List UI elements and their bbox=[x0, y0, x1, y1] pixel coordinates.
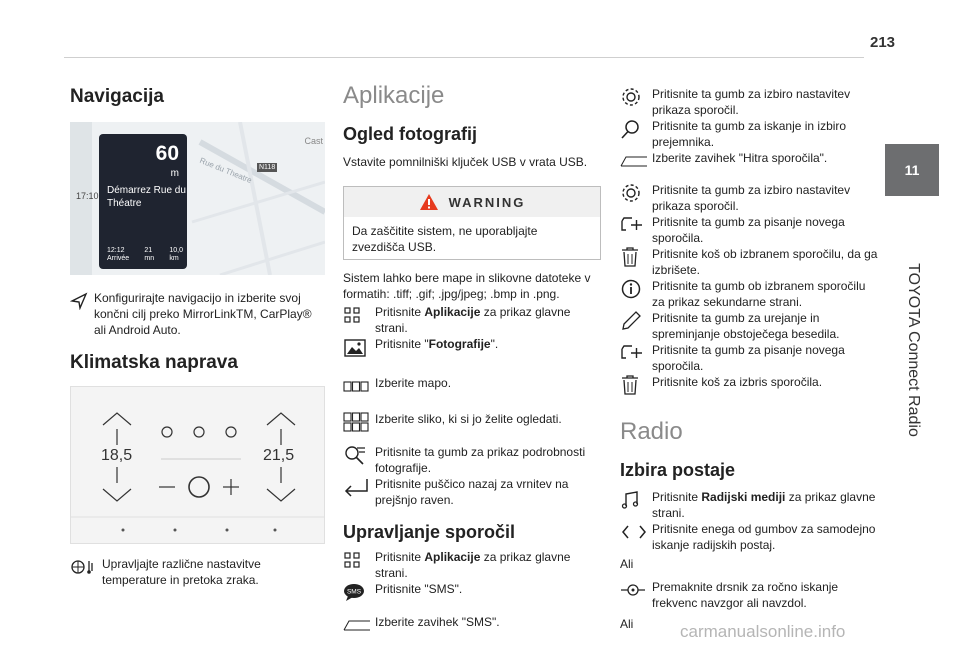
photo-step-1-text: Pritisnite Aplikacije za prikaz glavne strani. bbox=[375, 305, 571, 335]
photo-step-5 bbox=[343, 444, 601, 476]
sms-icon-label: SMS bbox=[346, 588, 362, 596]
msg-option-7-text: Pritisnite ta gumb ob izbranem sporočilu za prikaz sekundarne strani. bbox=[652, 279, 866, 309]
sms-icon[interactable] bbox=[343, 581, 375, 603]
photo-step-3-text: Izberite mapo. bbox=[375, 376, 452, 390]
msg-option-9-text: Pritisnite ta gumb za pisanje novega sporočila. bbox=[652, 343, 845, 373]
station-heading: Izbira postaje bbox=[620, 460, 736, 480]
navigation-heading: Navigacija bbox=[70, 86, 164, 107]
msg-option-4 bbox=[620, 182, 878, 214]
msg-option-5 bbox=[620, 214, 878, 246]
apps-heading: Aplikacije bbox=[343, 82, 445, 109]
column-navigation-climate bbox=[70, 82, 325, 588]
search-icon[interactable] bbox=[620, 118, 652, 140]
guidance-message: Démarrez Rue du Théatre bbox=[107, 185, 186, 209]
info-icon[interactable] bbox=[620, 278, 652, 300]
station-step-1-text: Pritisnite Radijski mediji za prikaz glavne strani. bbox=[652, 490, 876, 520]
msg-step-2-text: Pritisnite "SMS". bbox=[375, 582, 463, 596]
radio-heading: Radio bbox=[620, 418, 683, 445]
photo-step-3 bbox=[343, 375, 601, 397]
apps-grid-icon[interactable] bbox=[343, 549, 375, 571]
msg-option-4-text: Pritisnite ta gumb za izbiro nastavitev prikaza sporočil. bbox=[652, 183, 851, 213]
msg-option-6 bbox=[620, 246, 878, 278]
music-note-icon[interactable] bbox=[620, 489, 652, 511]
warning-label: WARNING bbox=[448, 194, 526, 210]
photo-step-6 bbox=[343, 476, 601, 508]
msg-option-1-text: Pritisnite ta gumb za izbiro nastavitev prikaza sporočil. bbox=[652, 87, 851, 117]
msg-option-7 bbox=[620, 278, 878, 310]
msg-option-10-text: Pritisnite koš za izbris sporočila. bbox=[652, 375, 823, 389]
frequency-slider-icon[interactable] bbox=[620, 579, 652, 601]
msg-option-3-text: Izberite zavihek "Hitra sporočila". bbox=[652, 151, 828, 165]
settings-gear-icon[interactable] bbox=[620, 182, 652, 204]
map-place-label: Cast bbox=[304, 136, 323, 146]
settings-gear-icon[interactable] bbox=[620, 86, 652, 108]
seek-arrows-icon[interactable] bbox=[620, 521, 652, 543]
photo-step-5-text: Pritisnite ta gumb za prikaz podrobnosti fotografije. bbox=[375, 445, 586, 475]
warning-text: Da zaščitite sistem, ne uporabljajte zvezdišča USB. bbox=[352, 224, 538, 254]
apps-grid-icon[interactable] bbox=[343, 304, 375, 326]
msg-option-3 bbox=[620, 150, 878, 172]
photo-step-1 bbox=[343, 304, 601, 336]
formats-text: Sistem lahko bere mape in slikovne datoteke v formatih: .tiff; .gif; .jpg/jpeg; .bmp in .png. bbox=[343, 271, 591, 301]
msg-step-1 bbox=[343, 549, 601, 581]
top-divider bbox=[64, 57, 864, 58]
image-grid-icon[interactable] bbox=[343, 411, 375, 433]
msg-option-9 bbox=[620, 342, 878, 374]
back-arrow-icon[interactable] bbox=[343, 476, 375, 498]
chapter-label-text: TOYOTA Connect Radio bbox=[905, 263, 922, 437]
msg-step-3-text: Izberite zavihek "SMS". bbox=[375, 615, 500, 629]
climate-instruction-text: Upravljajte različne nastavitve temperature in pretoka zraka. bbox=[102, 557, 261, 587]
or-label-2: Ali bbox=[620, 617, 634, 631]
station-step-2 bbox=[620, 521, 878, 553]
folder-icon[interactable] bbox=[343, 375, 375, 397]
trip-arrival: 12:12 Arrivée bbox=[107, 247, 130, 262]
msg-option-8 bbox=[620, 310, 878, 342]
photos-heading: Ogled fotografij bbox=[343, 124, 477, 144]
left-temperature: 18,5 bbox=[101, 447, 133, 464]
compose-icon[interactable] bbox=[620, 214, 652, 236]
right-temperature: 21,5 bbox=[263, 447, 295, 464]
quick-messages-tab-icon[interactable] bbox=[620, 150, 652, 172]
details-icon[interactable] bbox=[343, 444, 375, 466]
photos-intro: Vstavite pomnilniški ključek USB v vrata USB. bbox=[343, 155, 588, 169]
photos-icon[interactable] bbox=[343, 336, 375, 358]
photo-step-4-text: Izberite sliko, ki si jo želite ogledati. bbox=[375, 412, 562, 426]
msg-option-2-text: Pritisnite ta gumb za iskanje in izbiro prejemnika. bbox=[652, 119, 847, 149]
climate-instruction bbox=[70, 556, 325, 588]
chapter-tab[interactable]: 11 bbox=[885, 144, 939, 196]
msg-option-1 bbox=[620, 86, 878, 118]
trip-footer bbox=[107, 247, 183, 263]
nav-instruction bbox=[70, 290, 325, 338]
climate-controls bbox=[71, 387, 324, 543]
messages-heading: Upravljanje sporočil bbox=[343, 522, 516, 542]
msg-option-10 bbox=[620, 374, 878, 396]
page-number: 213 bbox=[870, 34, 896, 51]
sms-tab-icon[interactable] bbox=[343, 614, 375, 636]
msg-option-2 bbox=[620, 118, 878, 150]
station-step-3-text: Premaknite drsnik za ročno iskanje frekvenc navzgor ali navzdol. bbox=[652, 580, 839, 610]
distance-value: 60 bbox=[155, 142, 179, 165]
navigation-screen bbox=[70, 122, 325, 275]
trash-icon[interactable] bbox=[620, 374, 652, 396]
edit-pencil-icon[interactable] bbox=[620, 310, 652, 332]
road-badge: N118 bbox=[259, 164, 276, 171]
trash-icon[interactable] bbox=[620, 246, 652, 268]
or-label-1: Ali bbox=[620, 557, 634, 571]
warning-icon bbox=[419, 193, 439, 211]
column-apps bbox=[343, 82, 601, 636]
clock-readout: 17:10 bbox=[76, 191, 99, 201]
guidance-card bbox=[99, 134, 187, 269]
msg-step-3 bbox=[343, 614, 601, 636]
msg-option-8-text: Pritisnite ta gumb za urejanje in spreminjanje obstoječega besedila. bbox=[652, 311, 840, 341]
photo-step-2 bbox=[343, 336, 601, 358]
msg-step-1-text: Pritisnite Aplikacije za prikaz glavne strani. bbox=[375, 550, 571, 580]
photo-step-2-text: Pritisnite "Fotografije". bbox=[375, 337, 499, 351]
msg-option-5-text: Pritisnite ta gumb za pisanje novega sporočila. bbox=[652, 215, 845, 245]
trip-duration: 21 mn bbox=[144, 247, 155, 262]
trip-distance: 10,0 km bbox=[169, 247, 183, 262]
climate-screen bbox=[70, 386, 325, 544]
column-messages-radio bbox=[620, 86, 878, 631]
warning-box bbox=[343, 186, 601, 260]
msg-option-6-text: Pritisnite koš ob izbranem sporočilu, da ga izbrišete. bbox=[652, 247, 878, 277]
distance-unit: m bbox=[170, 168, 179, 179]
station-step-2-text: Pritisnite enega od gumbov za samodejno iskanje radijskih postaj. bbox=[652, 522, 876, 552]
watermark: carmanualsonline.info bbox=[680, 622, 846, 641]
map-street-label: Rue du Theatre bbox=[198, 155, 254, 186]
chapter-label bbox=[893, 205, 933, 495]
nav-instruction-text: Konfigurirajte navigacijo in izberite svoj končni cilj preko MirrorLinkTM, CarPlay® ali Android Auto. bbox=[94, 291, 312, 337]
msg-step-2 bbox=[343, 581, 601, 603]
photo-step-4 bbox=[343, 411, 601, 433]
climate-fan-icon bbox=[70, 556, 102, 578]
station-step-1 bbox=[620, 489, 878, 521]
warning-header bbox=[344, 187, 600, 217]
climate-heading: Klimatska naprava bbox=[70, 352, 238, 373]
station-step-3 bbox=[620, 579, 878, 611]
compose-icon[interactable] bbox=[620, 342, 652, 364]
photo-step-6-text: Pritisnite puščico nazaj za vrnitev na prejšnjo raven. bbox=[375, 477, 569, 507]
